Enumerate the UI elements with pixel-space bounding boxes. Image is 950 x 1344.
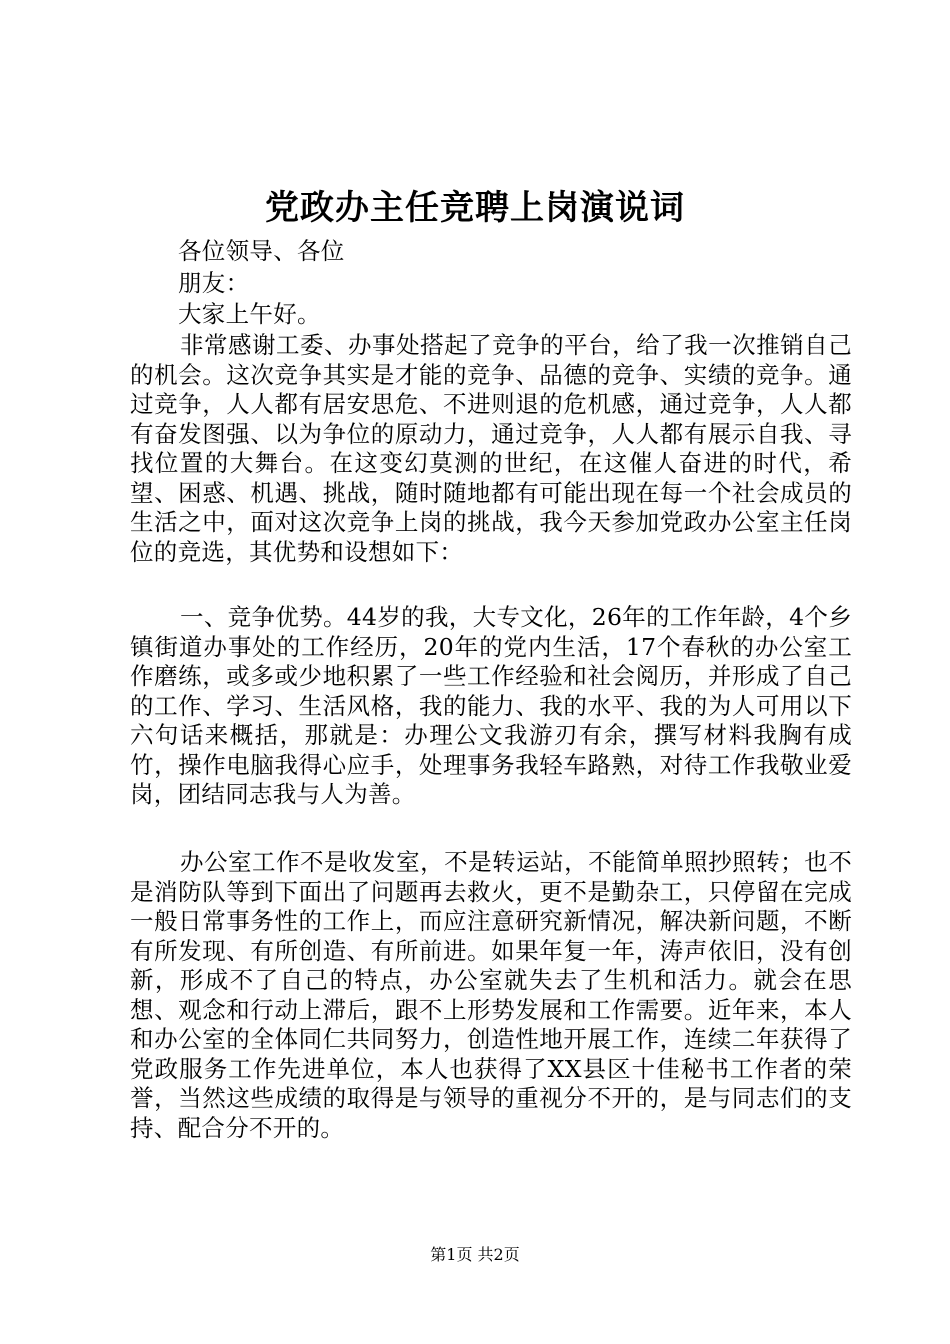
paragraph-office-work: 办公室工作不是收发室，不是转运站，不能简单照抄照转；也不是消防队等到下面出了问题再去救火，更不是勤杂工，只停留在完成一般日常事务性的工作上，而应注意研究新情况，解决新问题，不断有所发现、有所创造、有所前进。如果年复一年，涛声依旧，没有创新，形成不了自己的特点，办公室就失去了生机和活力。就会在思想、观念和行动上滞后，跟不上形势发展和工作需要。近年来，本人和办公室的全体同仁共同努力，创造性地开展工作，连续二年获得了党政服务工作先进单位，本人也获得了XX县区十佳秘书工作者的荣誉，当然这些成绩的取得是与领导的重视分不开的，是与同志们的支持、配合分不开的。 — [130, 848, 852, 1142]
greeting: 大家上午好。 — [178, 300, 321, 328]
salutation-line-1: 各位领导、各位 — [178, 237, 345, 265]
page-footer: 第1页 共2页 — [430, 1245, 520, 1264]
document-title: 党政办主任竞聘上岗演说词 — [265, 188, 685, 228]
salutation-line-2: 朋友： — [178, 269, 250, 297]
paragraph-intro: 非常感谢工委、办事处搭起了竞争的平台，给了我一次推销自己的机会。这次竞争其实是才能的竞争、品德的竞争、实绩的竞争。通过竞争，人人都有居安思危、不进则退的危机感，通过竞争，人人都有奋发图强、以为争位的原动力，通过竞争，人人都有展示自我、寻找位置的大舞台。在这变幻莫测的世纪，在这催人奋进的时代，希望、困惑、机遇、挑战，随时随地都有可能出现在每一个社会成员的生活之中，面对这次竞争上岗的挑战，我今天参加党政办公室主任岗位的竞选，其优势和设想如下： — [130, 331, 852, 566]
paragraph-advantages: 一、竞争优势。44岁的我，大专文化，26年的工作年龄，4个乡镇街道办事处的工作经历，20年的党内生活，17个春秋的办公室工作磨练，或多或少地积累了一些工作经验和社会阅历，并形成了自己的工作、学习、生活风格，我的能力、我的水平、我的为人可用以下六句话来概括，那就是：办理公文我游刃有余，撰写材料我胸有成竹，操作电脑我得心应手，处理事务我轻车路熟，对待工作我敬业爱岗，团结同志我与人为善。 — [130, 603, 852, 808]
